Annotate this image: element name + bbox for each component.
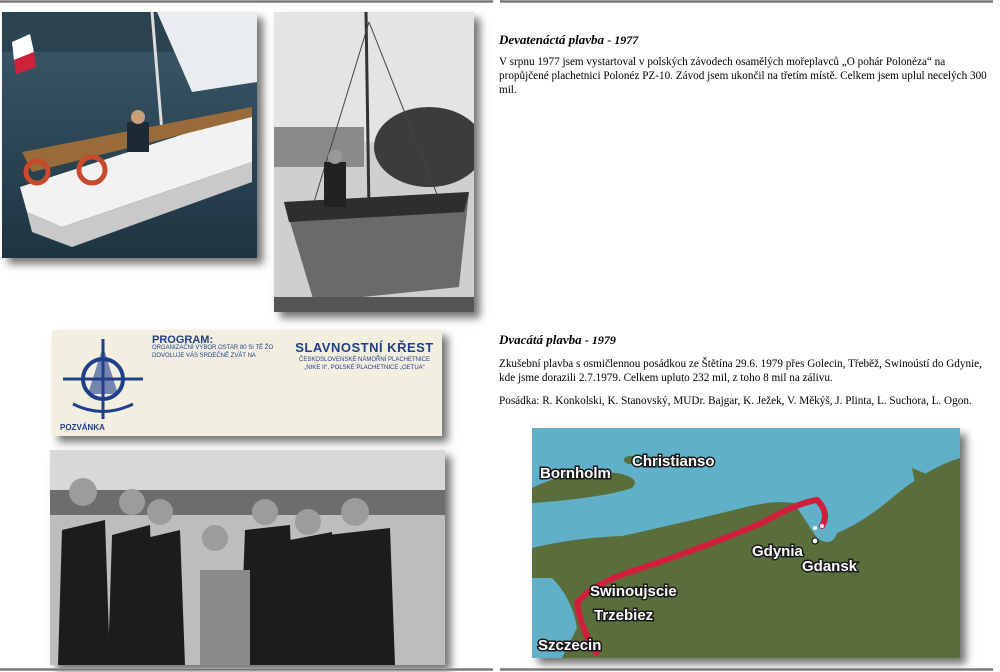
invitation-title: SLAVNOSTNÍ KŘEST [295,340,434,355]
invitation-line-1: ORGANIZAČNÍ VÝBOR OSTAR 80 SI TĚ ŽO DOVOLUJE VÁS SRDEČNĚ ZVÁT NA [152,345,274,359]
map-label-christianso: Christianso [632,453,715,470]
photo-crew-bw [50,450,445,665]
route-map [532,428,960,658]
map-label-bornholm: Bornholm [540,465,611,482]
section2-crew: Posádka: R. Konkolski, K. Stanovský, MUDr. Bajgar, K. Ježek, V. Měkýš, J. Plinta, L. Suchora, L. Ogon. [499,395,972,407]
anchor-logo [58,334,148,424]
map-label-swinoujscie: Swinoujscie [590,583,677,600]
bottom-rule-right [500,668,993,671]
section1-title: Devatenáctá plavba [499,32,605,47]
map-label-gdynia: Gdynia [752,543,803,560]
section2-heading [499,332,616,348]
photo-yacht-color [2,12,257,258]
section1-heading [499,32,638,48]
section2-title: Dvacátá plavba [499,332,582,347]
map-label-szczecin: Szczecin [538,637,602,654]
invitation-program-heading: PROGRAM: [152,334,214,346]
top-rule-left [0,0,493,3]
invitation-line-2: ČESKOSLOVENSKÉ NÁMOŘNÍ PLACHETNICE „NIKE II“, POLSKÉ PLACHETNICE „OETUA“ [298,357,431,371]
photo-yacht-bw [274,12,474,312]
top-rule-right [500,0,993,3]
map-label-trzebiez: Trzebiez [594,607,654,624]
bottom-rule-left [0,668,493,671]
invitation-footer: POZVÁNKA [60,423,105,432]
section1-text: V srpnu 1977 jsem vystartoval v polských závodech osamělých mořeplavců „O pohár Polonéza“ na propůjčené plachetnici Polonéz PZ-10. Závod jsem ukončil na třetím místě. Celkem jsem uplul necelých 300 mil. [499,56,987,96]
map-label-gdansk: Gdansk [802,558,858,575]
section2-text: Zkušební plavba s osmičlennou posádkou ze Štětína 29.6. 1979 přes Golecin, Třeběž, Swinoústí do Gdynie, kde jsme dorazili 2.7.1979. Celkem upluto 232 mil, z toho 8 mil na zálivu. [499,358,982,384]
section2-year: - 1979 [584,333,616,347]
section1-year: - 1977 [607,33,639,47]
invitation-card [52,330,442,436]
